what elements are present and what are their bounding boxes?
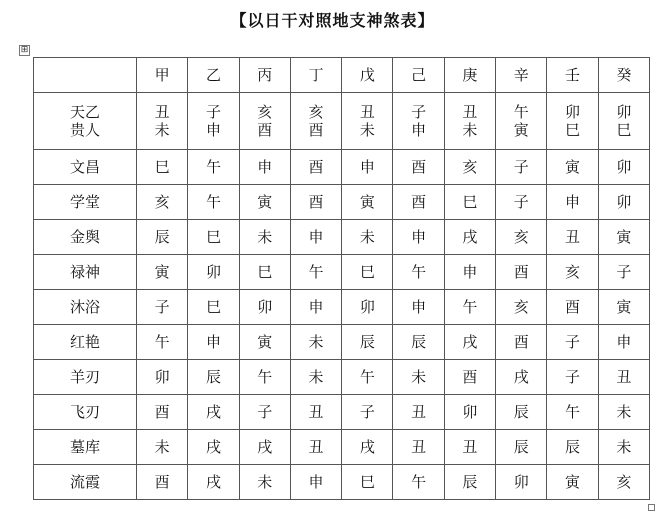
table-cell [239, 150, 290, 185]
table-cell [290, 255, 341, 290]
cell-value: 丑 [411, 438, 427, 456]
table-row [34, 255, 650, 290]
table-cell [342, 255, 393, 290]
cell-value: 寅 [257, 193, 273, 211]
table-cell [598, 430, 649, 465]
cell-value: 寅 [513, 121, 529, 139]
cell-value: 未 [359, 121, 375, 139]
table-cell [444, 325, 495, 360]
table-cell [598, 255, 649, 290]
cell-value: 申 [411, 228, 427, 246]
cell-value: 丑 [308, 403, 324, 421]
table-cell [496, 150, 547, 185]
table-row [34, 185, 650, 220]
cell-value: 寅 [154, 263, 170, 281]
move-table-icon[interactable]: ⊞ [20, 45, 29, 55]
table-cell [188, 325, 239, 360]
row-label-cell [34, 325, 137, 360]
cell-value: 寅 [359, 193, 375, 211]
table-cell [342, 290, 393, 325]
cell-value: 午 [411, 473, 427, 491]
table-row [34, 93, 650, 150]
table-cell [342, 93, 393, 150]
header-cell: 丙 [239, 58, 290, 93]
table-cell [290, 325, 341, 360]
cell-value: 丑 [462, 438, 478, 456]
table-cell [342, 150, 393, 185]
row-label-cell [34, 360, 137, 395]
table-cell [239, 185, 290, 220]
header-cell: 庚 [444, 58, 495, 93]
cell-value: 辰 [154, 228, 170, 246]
table-cell [547, 255, 598, 290]
table-cell [444, 465, 495, 500]
cell-value: 巳 [257, 263, 273, 281]
table-cell [342, 325, 393, 360]
table-cell [496, 93, 547, 150]
cell-value: 子 [359, 403, 375, 421]
row-label-cell [34, 220, 137, 255]
header-corner-cell [34, 58, 137, 93]
cell-value: 午 [308, 263, 324, 281]
table-cell [444, 150, 495, 185]
table-cell [137, 220, 188, 255]
cell-value: 巳 [359, 473, 375, 491]
cell-value: 亥 [513, 228, 529, 246]
cell-value: 未 [411, 368, 427, 386]
cell-value: 酉 [513, 263, 529, 281]
cell-value: 午 [205, 158, 221, 176]
cell-value: 子 [205, 103, 221, 121]
cell-value: 酉 [308, 121, 324, 139]
table-cell [290, 395, 341, 430]
cell-value: 午 [411, 263, 427, 281]
cell-value: 午 [462, 298, 478, 316]
table-row [34, 220, 650, 255]
cell-value: 申 [359, 158, 375, 176]
cell-value: 子 [565, 333, 581, 351]
cell-value: 申 [411, 121, 427, 139]
table-cell [137, 290, 188, 325]
table-cell [239, 360, 290, 395]
table-row [34, 395, 650, 430]
cell-value: 巳 [565, 121, 581, 139]
cell-value: 酉 [308, 158, 324, 176]
row-label-cell [34, 430, 137, 465]
cell-value: 丑 [154, 103, 170, 121]
cell-value: 卯 [565, 103, 581, 121]
table-cell [137, 360, 188, 395]
table-cell [290, 93, 341, 150]
cell-value: 申 [205, 121, 221, 139]
table-cell [239, 220, 290, 255]
table-cell [342, 430, 393, 465]
cell-value: 酉 [513, 333, 529, 351]
table-cell [393, 325, 444, 360]
table-cell [290, 185, 341, 220]
table-cell [547, 430, 598, 465]
table-cell [598, 325, 649, 360]
row-label-text: 禄神 [69, 263, 100, 281]
table-cell [290, 290, 341, 325]
row-label-text: 飞刃 [69, 403, 100, 421]
header-cell: 甲 [137, 58, 188, 93]
table-cell [393, 290, 444, 325]
table-cell [547, 290, 598, 325]
cell-value: 子 [616, 263, 632, 281]
cell-value: 卯 [205, 263, 221, 281]
table-cell [188, 360, 239, 395]
cell-value: 午 [257, 368, 273, 386]
table-cell [444, 430, 495, 465]
cell-value: 寅 [565, 158, 581, 176]
cell-value: 子 [154, 298, 170, 316]
cell-value: 辰 [411, 333, 427, 351]
header-cell: 己 [393, 58, 444, 93]
cell-value: 寅 [616, 298, 632, 316]
cell-value: 丑 [411, 403, 427, 421]
cell-value: 巳 [462, 193, 478, 211]
table-cell [393, 255, 444, 290]
row-label-cell [34, 185, 137, 220]
table-cell [137, 465, 188, 500]
cell-value: 辰 [359, 333, 375, 351]
table-cell [393, 93, 444, 150]
table-row [34, 290, 650, 325]
cell-value: 午 [565, 403, 581, 421]
cell-value: 卯 [616, 158, 632, 176]
row-label-text: 金舆 [69, 228, 100, 246]
table-cell [290, 465, 341, 500]
cell-value: 辰 [513, 438, 529, 456]
cell-value: 巳 [616, 121, 632, 139]
table-cell [290, 360, 341, 395]
cell-value: 申 [411, 298, 427, 316]
table-cell [290, 150, 341, 185]
table-cell [188, 290, 239, 325]
table-cell [137, 150, 188, 185]
table-cell [496, 360, 547, 395]
cell-value: 寅 [616, 228, 632, 246]
table-cell [188, 430, 239, 465]
table-cell [598, 395, 649, 430]
cell-value: 申 [308, 298, 324, 316]
table-cell [188, 150, 239, 185]
cell-value: 寅 [257, 333, 273, 351]
table-cell [598, 185, 649, 220]
cell-value: 亥 [462, 158, 478, 176]
table-row [34, 150, 650, 185]
row-label-cell [34, 150, 137, 185]
cell-value: 酉 [411, 158, 427, 176]
table-header-row [34, 58, 650, 93]
cell-value: 亥 [308, 103, 324, 121]
cell-value: 巳 [154, 158, 170, 176]
cell-value: 未 [616, 403, 632, 421]
table-cell [393, 430, 444, 465]
table-cell [444, 185, 495, 220]
cell-value: 戌 [513, 368, 529, 386]
table-cell [188, 255, 239, 290]
table-cell [188, 465, 239, 500]
shensha-table [33, 57, 650, 500]
cell-value: 卯 [359, 298, 375, 316]
table-cell [137, 430, 188, 465]
table-cell [444, 395, 495, 430]
table-cell [137, 185, 188, 220]
cell-value: 午 [154, 333, 170, 351]
cell-value: 未 [359, 228, 375, 246]
cell-value: 丑 [616, 368, 632, 386]
table-cell [598, 290, 649, 325]
cell-value: 未 [154, 121, 170, 139]
table-cell [598, 150, 649, 185]
cell-value: 卯 [513, 473, 529, 491]
header-cell: 戊 [342, 58, 393, 93]
table-cell [444, 93, 495, 150]
cell-value: 酉 [154, 403, 170, 421]
row-label-text: 沐浴 [69, 298, 100, 316]
cell-value: 寅 [565, 473, 581, 491]
table-row [34, 325, 650, 360]
cell-value: 酉 [462, 368, 478, 386]
table-cell [137, 395, 188, 430]
cell-value: 戌 [462, 228, 478, 246]
row-label-text: 文昌 [69, 158, 100, 176]
cell-value: 亥 [257, 103, 273, 121]
cell-value: 未 [616, 438, 632, 456]
header-cell: 壬 [547, 58, 598, 93]
table-cell [547, 220, 598, 255]
cell-value: 丑 [565, 228, 581, 246]
cell-value: 未 [154, 438, 170, 456]
table-cell [393, 185, 444, 220]
table-row [34, 465, 650, 500]
table-cell [444, 220, 495, 255]
cell-value: 辰 [565, 438, 581, 456]
row-label-cell [34, 255, 137, 290]
table-cell [547, 395, 598, 430]
table-cell [496, 255, 547, 290]
cell-value: 未 [257, 228, 273, 246]
cell-value: 酉 [565, 298, 581, 316]
table-cell [496, 220, 547, 255]
table-cell [342, 185, 393, 220]
cell-value: 卯 [257, 298, 273, 316]
row-label-text: 红艳 [69, 333, 100, 351]
cell-value: 子 [513, 158, 529, 176]
table-cell [598, 220, 649, 255]
header-cell: 乙 [188, 58, 239, 93]
table-cell [393, 360, 444, 395]
table-cell [137, 93, 188, 150]
header-cell: 丁 [290, 58, 341, 93]
cell-value: 午 [205, 193, 221, 211]
cell-value: 丑 [308, 438, 324, 456]
cell-value: 辰 [513, 403, 529, 421]
table-cell [547, 360, 598, 395]
cell-value: 亥 [616, 473, 632, 491]
table-cell [239, 430, 290, 465]
table-cell [342, 360, 393, 395]
table-cell [547, 465, 598, 500]
row-label-text: 墓库 [69, 438, 100, 456]
table-cell [598, 93, 649, 150]
table-cell [444, 290, 495, 325]
table-cell [188, 185, 239, 220]
table-cell [342, 220, 393, 255]
cell-value: 申 [565, 193, 581, 211]
table-cell [393, 465, 444, 500]
cell-value: 亥 [154, 193, 170, 211]
row-label-cell [34, 93, 137, 150]
cell-value: 辰 [462, 473, 478, 491]
table-cell [188, 395, 239, 430]
table-cell [496, 430, 547, 465]
cell-value: 申 [308, 228, 324, 246]
table-cell [393, 150, 444, 185]
cell-value: 酉 [154, 473, 170, 491]
cell-value: 戌 [257, 438, 273, 456]
cell-value: 申 [616, 333, 632, 351]
table-cell [137, 325, 188, 360]
cell-value: 戌 [205, 473, 221, 491]
row-label-cell [34, 290, 137, 325]
cell-value: 卯 [616, 193, 632, 211]
header-cell: 癸 [598, 58, 649, 93]
table-cell [239, 290, 290, 325]
table-cell [393, 220, 444, 255]
table-cell [547, 185, 598, 220]
table-cell [239, 325, 290, 360]
cell-value: 申 [308, 473, 324, 491]
table-cell [547, 150, 598, 185]
cell-value: 子 [257, 403, 273, 421]
cell-value: 子 [411, 103, 427, 121]
cell-value: 亥 [565, 263, 581, 281]
cell-value: 午 [513, 103, 529, 121]
table-cell [496, 290, 547, 325]
cell-value: 酉 [411, 193, 427, 211]
cell-value: 戌 [205, 403, 221, 421]
cell-value: 卯 [154, 368, 170, 386]
cell-value: 卯 [462, 403, 478, 421]
cell-value: 卯 [616, 103, 632, 121]
cell-value: 戌 [462, 333, 478, 351]
cell-value: 巳 [359, 263, 375, 281]
cell-value: 午 [359, 368, 375, 386]
row-label-text: 天乙 [69, 103, 100, 121]
row-label-cell [34, 465, 137, 500]
cell-value: 巳 [205, 228, 221, 246]
cell-value: 丑 [359, 103, 375, 121]
cell-value: 申 [257, 158, 273, 176]
cell-value: 未 [257, 473, 273, 491]
row-label-cell [34, 395, 137, 430]
table-cell [496, 325, 547, 360]
table-cell [598, 360, 649, 395]
header-cell: 辛 [496, 58, 547, 93]
cell-value: 申 [462, 263, 478, 281]
cell-value: 酉 [257, 121, 273, 139]
table-cell [342, 465, 393, 500]
cell-value: 戌 [359, 438, 375, 456]
table-cell [239, 93, 290, 150]
table-cell [239, 255, 290, 290]
table-cell [393, 395, 444, 430]
cell-value: 申 [205, 333, 221, 351]
cell-value: 丑 [462, 103, 478, 121]
table-cell [290, 430, 341, 465]
table-cell [444, 360, 495, 395]
table-cell [188, 220, 239, 255]
table-cell [496, 465, 547, 500]
cell-value: 未 [308, 333, 324, 351]
table-cell [496, 185, 547, 220]
table-cell [342, 395, 393, 430]
table-cell [547, 93, 598, 150]
table-cell [547, 325, 598, 360]
cell-value: 酉 [308, 193, 324, 211]
cell-value: 巳 [205, 298, 221, 316]
cell-value: 未 [308, 368, 324, 386]
row-label-text: 贵人 [69, 121, 100, 139]
cell-value: 未 [462, 121, 478, 139]
table-cell [598, 465, 649, 500]
table-row [34, 430, 650, 465]
cell-value: 戌 [205, 438, 221, 456]
cell-value: 辰 [205, 368, 221, 386]
page-title: 【以日干对照地支神煞表】 [230, 11, 435, 30]
table-cell [290, 220, 341, 255]
row-label-text: 流霞 [69, 473, 100, 491]
table-cell [239, 395, 290, 430]
row-label-text: 羊刃 [69, 368, 100, 386]
cell-value: 子 [565, 368, 581, 386]
row-label-text: 学堂 [69, 193, 100, 211]
table-cell [496, 395, 547, 430]
cell-value: 子 [513, 193, 529, 211]
resize-table-icon[interactable] [648, 504, 655, 511]
cell-value: 亥 [513, 298, 529, 316]
table-row [34, 360, 650, 395]
table-cell [444, 255, 495, 290]
table-cell [188, 93, 239, 150]
table-cell [239, 465, 290, 500]
table-cell [137, 255, 188, 290]
